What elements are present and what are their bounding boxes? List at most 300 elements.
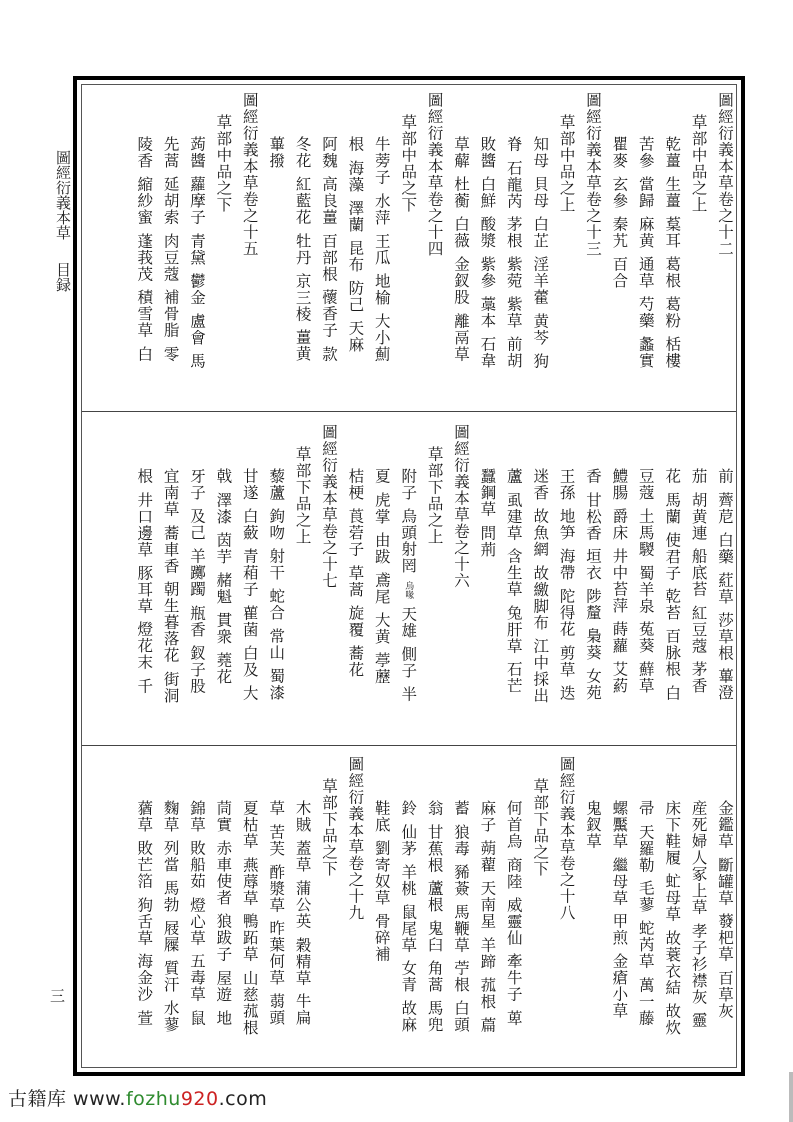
volume-title — [450, 424, 470, 589]
page-number: 三 — [50, 987, 66, 1005]
herb-name: 萬一藤 — [636, 976, 655, 1026]
herb-name: 當歸 — [636, 176, 655, 209]
herb-name: 鬼臼 — [425, 920, 444, 953]
herb-name: 京三棱 — [293, 272, 312, 322]
herb-name: 雚菌 — [240, 604, 259, 638]
herb-name: 赭魁 — [214, 571, 233, 605]
herb-name: 何首烏 — [504, 800, 523, 850]
herb-name: 艾葯 — [610, 661, 629, 694]
herb-name: 大 — [240, 684, 259, 701]
herb-list-column — [265, 800, 285, 1033]
volume-title — [239, 92, 259, 257]
herb-name: 山慈菰根 — [240, 969, 259, 1036]
herb-name: 故繳脚布 — [531, 564, 550, 631]
herb-name: 含生草 — [504, 548, 523, 598]
herb-name: 蒲公英 — [293, 880, 312, 930]
herb-name: 蛇合 — [267, 588, 286, 621]
section-subtitle-text: 草部下品之下 — [320, 778, 338, 877]
herb-name: 草蒿 — [346, 564, 365, 598]
herb-name: 芍藥 — [636, 296, 655, 329]
herb-list-column — [503, 136, 523, 376]
herb-name: 由跋 — [372, 531, 391, 565]
herb-name: 鱧腸 — [610, 468, 629, 501]
herb-name: 鼠 — [188, 1009, 206, 1026]
herb-name: 金釵股 — [452, 256, 470, 306]
volume-title — [556, 756, 576, 921]
herb-list-column — [529, 468, 549, 711]
herb-name: 薺苨 — [716, 491, 734, 525]
herb-name: 草薢 — [452, 136, 470, 169]
herb-name: 蛇芮草 — [636, 920, 655, 970]
herb-name: 馬 — [188, 352, 206, 369]
herb-name: 狗 — [531, 352, 550, 369]
band-divider — [82, 411, 736, 412]
herb-list-column — [212, 468, 232, 692]
herb-name: 屐屧 — [161, 920, 180, 953]
herb-name: 梟葵 — [584, 628, 602, 661]
herb-name: 鈴 — [399, 800, 418, 817]
herb-name: 葛粉 — [663, 296, 682, 329]
herb-name: 金鑑草 — [716, 800, 734, 850]
herb-list-column — [344, 136, 364, 360]
volume-title-text: 圖經衍義本草卷之十六 — [452, 424, 470, 589]
herb-name: 水蓼 — [161, 1000, 180, 1033]
herb-name: 石龍芮 — [504, 159, 523, 209]
herb-list-column — [556, 468, 576, 708]
herb-name: 羊蹄 — [478, 936, 497, 970]
herb-note: 烏喙 — [403, 581, 414, 599]
section-subtitle-text: 草部下品之上 — [293, 446, 312, 545]
site-watermark — [8, 1084, 267, 1111]
herb-list-column — [397, 800, 417, 1040]
herb-name: 根 — [135, 468, 154, 485]
herb-name: 紅藍花 — [293, 176, 312, 226]
herb-list-column — [186, 800, 206, 1033]
herb-list-column — [714, 468, 734, 708]
herb-name: 莎草根 — [716, 611, 734, 661]
herb-name: 及己 — [188, 508, 206, 541]
herb-name: 豆蔻 — [636, 468, 655, 501]
herb-name: 地 — [214, 1009, 233, 1026]
herb-name: 白 — [135, 345, 154, 362]
herb-list-column — [133, 136, 153, 369]
herb-name: 大黄 — [372, 611, 391, 645]
herb-name: 馬蘭 — [663, 491, 682, 525]
herb-name: 蒔蘿 — [610, 621, 629, 654]
herb-name: 瓶香 — [188, 604, 206, 638]
herb-name: 蕘花 — [214, 651, 233, 685]
herb-name: 冬花 — [293, 136, 312, 169]
herb-name: 紫參 — [478, 256, 497, 289]
herb-name: 茵芋 — [214, 531, 233, 565]
herb-name: 鳶尾 — [372, 571, 391, 605]
herb-name: 陀得花 — [557, 588, 576, 638]
herb-name: 故麻 — [399, 1000, 418, 1033]
watermark-suffix: .com — [218, 1088, 268, 1110]
volume-title-text: 圖經衍義本草卷之十二 — [716, 92, 734, 257]
herb-name: 通草 — [636, 256, 655, 289]
herb-name: 垣衣 — [584, 548, 602, 581]
herb-name: 百部根 — [320, 232, 338, 282]
margin-book-title — [52, 150, 72, 292]
volume-title — [714, 92, 734, 257]
herb-list-column — [424, 800, 444, 1040]
herb-name: 天雄 — [399, 606, 418, 639]
herb-list-column — [582, 800, 602, 857]
herb-name: 穀精草 — [293, 936, 312, 986]
section-label: 目録 — [54, 262, 72, 292]
herb-name: 兔肝草 — [504, 604, 523, 654]
volume-title-text: 圖經衍義本草卷之十九 — [346, 756, 365, 921]
herb-list-column — [476, 800, 496, 1040]
herb-name: 蕎車香 — [161, 524, 180, 574]
herb-name: 錦草 — [188, 800, 206, 833]
herb-list-column — [635, 800, 655, 1033]
herb-name: 玄參 — [610, 176, 629, 209]
herb-name: 蜀漆 — [267, 668, 286, 701]
herb-name: 酢漿草 — [267, 863, 286, 913]
herb-name: 蘆根 — [425, 880, 444, 913]
herb-list-column — [371, 468, 391, 692]
volume-title-text: 圖經衍義本草卷之十四 — [425, 92, 444, 257]
herb-name: 瞿麥 — [610, 136, 629, 169]
herb-list-column — [371, 136, 391, 369]
herb-list-column — [476, 136, 496, 376]
herb-name: 海藻 — [346, 159, 365, 193]
herb-list-column — [397, 468, 417, 710]
herb-list-column — [212, 800, 232, 1033]
herb-name: 苧根 — [452, 960, 470, 993]
herb-name: 地笋 — [557, 508, 576, 541]
section-subtitle — [292, 446, 312, 545]
herb-name: 金瘡小草 — [610, 953, 629, 1019]
herb-name: 白頭 — [452, 1000, 470, 1033]
section-subtitle-text: 草部中品之下 — [399, 114, 418, 213]
herb-name: 石韋 — [478, 336, 497, 369]
herb-name: 王孫 — [557, 468, 576, 501]
herb-name: 江中採出 — [531, 637, 550, 704]
herb-name: 商陸 — [504, 856, 523, 890]
herb-list-column — [371, 800, 391, 970]
herb-name: 苦參 — [636, 136, 655, 169]
herb-name: 羊桃 — [399, 863, 418, 897]
watermark-prefix: 古籍库 www. — [8, 1088, 126, 1110]
herb-name: 栝樓 — [663, 336, 682, 369]
herb-list-column — [318, 136, 338, 369]
herb-name: 水萍 — [372, 192, 391, 226]
herb-list-column — [635, 136, 655, 376]
herb-name: 仙茅 — [399, 823, 418, 857]
herb-name: 蒟醬 — [188, 136, 206, 169]
herb-name: 土馬騣 — [636, 508, 655, 558]
section-subtitle — [397, 114, 417, 213]
herb-name: 大小薊 — [372, 312, 391, 362]
herb-name: 牛扁 — [293, 993, 312, 1026]
herb-list-column — [661, 800, 681, 1043]
herb-name: 豚耳草 — [135, 564, 154, 614]
herb-name: 戟 — [214, 468, 233, 485]
herb-name: 牙子 — [188, 468, 206, 501]
herb-name: 蓽撥 — [267, 136, 286, 169]
volume-title — [318, 424, 338, 589]
section-subtitle — [556, 114, 576, 213]
herb-name: 敗船茹 — [188, 840, 206, 890]
watermark-green: fozhu — [125, 1088, 181, 1110]
herb-name: 毛蓼 — [636, 880, 655, 913]
herb-name: 骨碎補 — [372, 913, 391, 963]
herb-name: 知母 — [531, 136, 550, 169]
herb-name: 苦芙 — [267, 823, 286, 857]
herb-name: 生薑 — [663, 176, 682, 209]
herb-name: 前胡 — [504, 336, 523, 369]
herb-name: 木賊 — [293, 800, 312, 833]
herb-name: 紫草 — [504, 296, 523, 329]
herb-name: 産死婦人冢上草 — [689, 800, 708, 916]
herb-name: 菰根 — [478, 976, 497, 1010]
herb-name: 釵子股 — [188, 644, 206, 694]
herb-list-column — [661, 136, 681, 376]
herb-list-column — [529, 136, 549, 376]
herb-name: 燕蓐草 — [240, 856, 259, 906]
herb-name: 澤蘭 — [346, 199, 365, 233]
herb-name: 蘹香子 — [320, 289, 338, 339]
herb-name: 夏枯草 — [240, 800, 259, 850]
herb-name: 蕟杷草 — [716, 913, 734, 963]
herb-name: 故魚網 — [531, 508, 550, 558]
herb-name: 天南星 — [478, 880, 497, 930]
herb-name: 蘚草 — [636, 661, 655, 694]
herb-list-column — [292, 800, 312, 1033]
herb-name: 茅香 — [689, 661, 708, 694]
herb-name: 鉤吻 — [267, 508, 286, 541]
section-subtitle-text: 草部中品之下 — [214, 114, 233, 213]
herb-name: 羊躑躅 — [188, 548, 206, 598]
herb-name: 萆 — [504, 1009, 523, 1026]
herb-name: 船底苔 — [689, 548, 708, 598]
herb-name: 故炊 — [663, 1002, 682, 1036]
herb-name: 桔梗 — [346, 468, 365, 501]
herb-name: 蠶鋼草 — [478, 468, 497, 518]
herb-name: 甘蕉根 — [425, 823, 444, 873]
section-subtitle — [688, 114, 708, 213]
herb-name: 蓄 — [452, 800, 470, 817]
herb-name: 石芒 — [504, 661, 523, 694]
herb-name: 孝子衫襟灰 — [689, 922, 708, 1005]
herb-name: 麻黄 — [636, 216, 655, 249]
herb-list-column — [265, 468, 285, 708]
herb-name: 先蒿 — [161, 136, 180, 169]
herb-name: 前 — [716, 468, 734, 485]
herb-name: 蕕草 — [135, 800, 154, 833]
herb-name: 根 — [346, 136, 365, 153]
herb-name: 貫衆 — [214, 611, 233, 645]
herb-name: 女苑 — [584, 668, 602, 701]
herb-name: 乾苔 — [663, 588, 682, 621]
herb-name: 列當 — [161, 840, 180, 873]
herb-name: 側子 — [399, 646, 418, 679]
herb-name: 虎掌 — [372, 491, 391, 525]
herb-name: 青黛 — [188, 232, 206, 266]
herb-name: 狗舌草 — [135, 896, 154, 946]
herb-name: 牛蒡子 — [372, 136, 391, 186]
herb-name: 靈 — [689, 1012, 708, 1029]
section-subtitle — [318, 778, 338, 877]
herb-name: 敗芒箔 — [135, 840, 154, 890]
herb-name: 萹 — [478, 1016, 497, 1033]
herb-name: 迷香 — [531, 468, 550, 501]
herb-name: 盧會 — [188, 312, 206, 346]
herb-name: 貝母 — [531, 176, 550, 209]
herb-name: 款 — [320, 345, 338, 362]
herb-name: 蕎花 — [346, 644, 365, 678]
herb-name: 地榆 — [372, 272, 391, 306]
herb-name: 藁本 — [478, 296, 497, 329]
herb-name: 蒴藋 — [478, 840, 497, 873]
herb-name: 紫菀 — [504, 256, 523, 289]
herb-name: 燈花末 — [135, 621, 154, 671]
herb-name: 脊 — [504, 136, 523, 153]
herb-name: 翁 — [425, 800, 444, 817]
herb-name: 繼母草 — [610, 856, 629, 906]
herb-name: 薑黄 — [293, 329, 312, 362]
watermark-red: 920 — [180, 1088, 219, 1110]
herb-name: 故蓑衣結 — [663, 929, 682, 996]
herb-name: 蓽澄 — [716, 668, 734, 701]
herb-name: 敗醬 — [478, 136, 497, 169]
herb-list-column — [608, 800, 628, 1026]
herb-name: 杜蘅 — [452, 176, 470, 209]
herb-name: 馬勃 — [161, 880, 180, 913]
herb-name: 莨菪子 — [346, 508, 365, 558]
herb-name: 牽牛子 — [504, 953, 523, 1003]
herb-name: 劉寄奴草 — [372, 840, 391, 906]
herb-name: 昨葉何草 — [267, 920, 286, 986]
herb-name: 秦艽 — [610, 216, 629, 249]
herb-name: 百草灰 — [716, 969, 734, 1019]
herb-name: 天麻 — [346, 319, 365, 353]
herb-name: 鼠尾草 — [399, 903, 418, 953]
herb-name: 防己 — [346, 279, 365, 313]
herb-name: 白薇 — [452, 216, 470, 249]
herb-name: 延胡索 — [161, 176, 180, 226]
herb-name: 葈耳 — [663, 216, 682, 249]
section-subtitle-text: 草部下品之上 — [425, 446, 444, 545]
herb-name: 酸漿 — [478, 216, 497, 249]
herb-name: 淫羊藿 — [531, 256, 550, 306]
herb-name: 井中苔萍 — [610, 548, 629, 614]
herb-name: 鴨跖草 — [240, 913, 259, 963]
herb-name: 赤車使者 — [214, 840, 233, 906]
herb-name: 百脉根 — [663, 628, 682, 678]
herb-name: 剪草 — [557, 644, 576, 678]
herb-list-column — [450, 800, 470, 1040]
herb-name: 街洞 — [161, 670, 180, 704]
herb-name: 麻子 — [478, 800, 497, 833]
band-divider — [82, 745, 736, 746]
herb-name: 附子 — [399, 468, 418, 501]
herb-name: 鬼釵草 — [584, 800, 602, 850]
herb-name: 葶藶 — [372, 651, 391, 685]
herb-name: 百合 — [610, 256, 629, 289]
volume-title-text: 圖經衍義本草卷之十三 — [584, 92, 602, 257]
herb-list-column — [239, 800, 259, 1043]
herb-name: 縮紗蜜 — [135, 176, 154, 226]
herb-name: 麴草 — [161, 800, 180, 833]
herb-name: 葒草 — [716, 571, 734, 605]
herb-name: 菟葵 — [636, 621, 655, 654]
herb-name: 黄芩 — [531, 312, 550, 346]
herb-name: 陵香 — [135, 136, 154, 169]
herb-name: 五毒草 — [188, 953, 206, 1003]
herb-list-column — [661, 468, 681, 708]
herb-name: 紅豆蔻 — [689, 604, 708, 654]
herb-name: 澤漆 — [214, 491, 233, 525]
herb-list-column — [503, 800, 523, 1033]
herb-name: 蒻頭 — [267, 993, 286, 1026]
herb-name: 香 — [584, 468, 602, 485]
herb-name: 千 — [135, 677, 154, 694]
herb-list-column — [265, 136, 285, 176]
herb-name: 半 — [399, 686, 418, 703]
herb-name: 虻母草 — [663, 873, 682, 923]
herb-name: 藜蘆 — [267, 468, 286, 501]
herb-name: 使君子 — [663, 531, 682, 581]
volume-title-text: 圖經衍義本草卷之十七 — [320, 424, 338, 589]
herb-name: 白藥 — [716, 531, 734, 565]
herb-list-column — [160, 136, 180, 369]
herb-list-column — [292, 136, 312, 369]
herb-list-column — [186, 468, 206, 701]
herb-name: 迭 — [557, 684, 576, 701]
herb-list-column — [186, 136, 206, 376]
herb-name: 狼跋子 — [214, 913, 233, 963]
herb-name: 蓬莪茂 — [135, 232, 154, 282]
herb-name: 井口邊草 — [135, 491, 154, 558]
volume-title — [582, 92, 602, 257]
herb-name: 補骨脂 — [161, 289, 180, 339]
herb-name: 青葙子 — [240, 548, 259, 598]
herb-name: 床下鞋履 — [663, 800, 682, 866]
herb-name: 海金沙 — [135, 953, 154, 1003]
herb-name: 昆布 — [346, 239, 365, 273]
herb-name: 蠡實 — [636, 336, 655, 369]
herb-name: 草 — [267, 800, 286, 817]
section-subtitle-text: 草部中品之上 — [557, 114, 576, 213]
herb-list-column — [239, 468, 259, 708]
herb-name: 帚 — [636, 800, 655, 817]
herb-name: 夏 — [372, 468, 391, 485]
herb-name: 胡黄連 — [689, 491, 708, 541]
herb-list-column — [608, 136, 628, 296]
herb-list-column — [160, 800, 180, 1040]
herb-name: 甲煎 — [610, 913, 629, 946]
herb-name: 肉豆蔻 — [161, 232, 180, 282]
herb-list-column — [608, 468, 628, 701]
herb-name: 白芷 — [531, 216, 550, 249]
section-subtitle — [212, 114, 232, 213]
herb-name: 爵床 — [610, 508, 629, 541]
herb-name: 螺黶草 — [610, 800, 629, 850]
herb-name: 乾薑 — [663, 136, 682, 169]
herb-name: 烏頭射罔 — [399, 508, 418, 574]
herb-name: 王瓜 — [372, 232, 391, 266]
herb-name: 萱 — [135, 1009, 154, 1026]
herb-name: 海帶 — [557, 548, 576, 581]
herb-list-column — [688, 468, 708, 701]
herb-name: 蘆 — [504, 468, 523, 485]
herb-name: 女青 — [399, 960, 418, 993]
herb-name: 陟釐 — [584, 588, 602, 621]
